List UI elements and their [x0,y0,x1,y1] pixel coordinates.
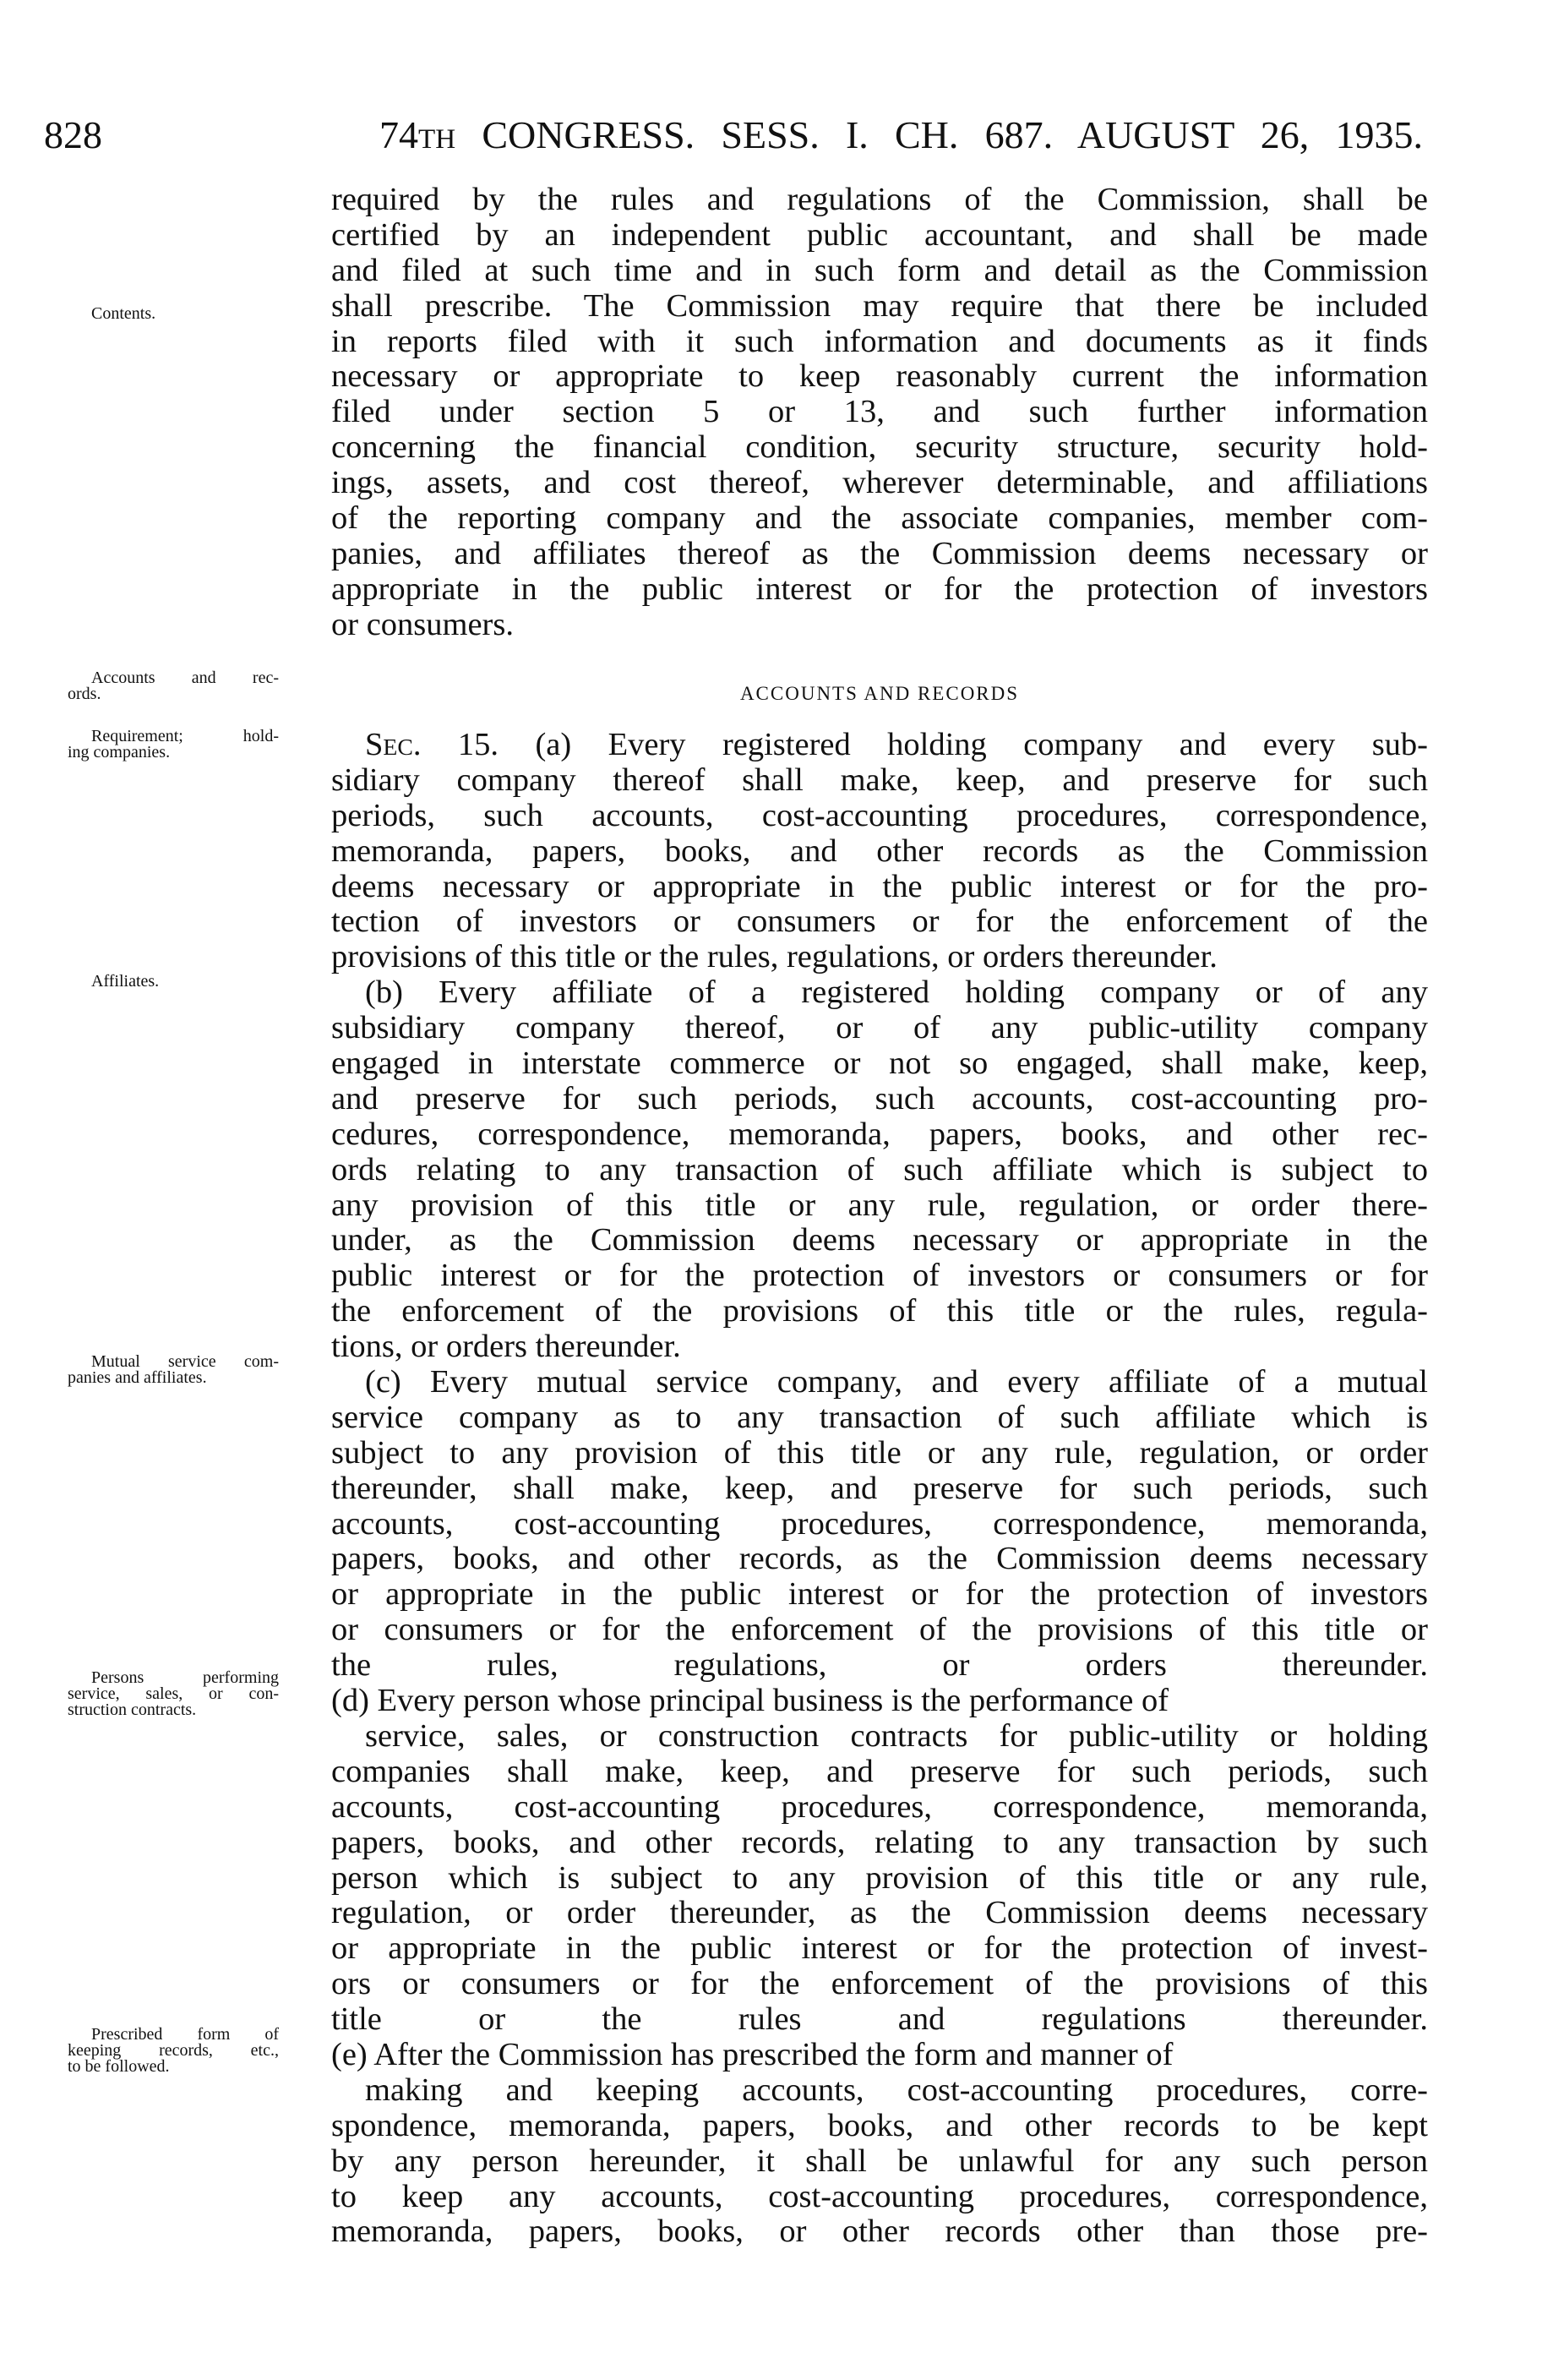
margin-note [68,670,279,702]
text-line: the enforcement of the provisions of this title or the rules, regula- [331,1293,1428,1329]
text-line: appropriate in the public interest or for the protection of investors [331,570,1428,607]
margin-note [68,729,279,761]
text-line: or appropriate in the public interest or for the protection of investors [331,1576,1428,1613]
text-line: subject to any provision of this title or any rule, regulation, or order [331,1434,1428,1471]
margin-note-line: panies and affiliates. [68,1368,207,1387]
margin-note-line: ords. [68,685,101,703]
section-15-text [331,728,1428,2250]
text-line: tection of investors or consumers or for the enforcement of the [331,903,1428,940]
body-text-continued [331,183,1428,643]
text-line: memoranda, papers, books, or other records other than those pre- [331,2214,1428,2250]
margin-note [68,1354,279,1386]
text-line: any provision of this title or any rule, regulation, or order there- [331,1187,1428,1223]
margin-note-line: Accounts and rec- [91,669,279,687]
text-line: spondence, memoranda, papers, books, and other records to be kept [331,2107,1428,2143]
margin-note-line: Persons performing [91,1668,279,1687]
running-head [379,112,1423,163]
margin-note-line: service, sales, or con- [68,1684,279,1703]
text-line: engaged in interstate commerce or not so engaged, shall make, keep, [331,1045,1428,1082]
text-line: cedures, correspondence, memoranda, papers, books, and other rec- [331,1116,1428,1152]
text-line: ings, assets, and cost thereof, wherever determinable, and affiliations [331,465,1428,501]
margin-note-line: Contents. [91,304,156,323]
text-line: (b) Every affiliate of a registered holding company or of any [365,974,1428,1011]
text-line: papers, books, and other records, as the Commission deems necessary [331,1541,1428,1577]
margin-note-line: Affiliates. [91,972,160,991]
margin-note [68,2027,279,2075]
margin-note-line: to be followed. [68,2057,170,2076]
margin-note-line: struction contracts. [68,1700,197,1719]
text-line: service company as to any transaction of such affiliate which is [331,1399,1428,1435]
section-15-first-line [331,728,1428,763]
text-line: concerning the financial condition, security structure, security hold- [331,429,1428,466]
text-line: necessary or appropriate to keep reasonably current the information [331,358,1428,395]
text-line: the rules, regulations, or orders thereunder. [331,1647,1428,1684]
running-head-text: CONGRESS. SESS. I. CH. 687. AUGUST 26, 1935. [455,113,1423,156]
text-line: panies, and affiliates thereof as the Commission deems necessary or [331,535,1428,571]
sec-label-s: S [365,727,384,762]
margin-note-line: keeping records, etc., [68,2041,279,2060]
text-line: or consumers or for the enforcement of the provisions of this title or [331,1612,1428,1648]
text-line: thereunder, shall make, keep, and preserve for such periods, such [331,1470,1428,1506]
text-line: service, sales, or construction contracts for public-utility or holding [365,1717,1428,1754]
text-line: ors or consumers or for the enforcement of the provisions of this [331,1966,1428,2002]
margin-note [68,974,279,990]
text-line: ords relating to any transaction of such affiliate which is subject to [331,1151,1428,1187]
text-line: accounts, cost-accounting procedures, correspondence, memoranda, [331,1505,1428,1542]
text-line: or appropriate in the public interest or for the protection of invest- [331,1930,1428,1967]
text-line: and filed at such time and in such form and detail as the Commission [331,252,1428,288]
text-line: periods, such accounts, cost-accounting procedures, correspondence, [331,797,1428,833]
text-line: tions, or orders thereunder. [331,1329,681,1365]
text-line: provisions of this title or the rules, regulations, or orders thereunder. [331,939,1218,975]
text-line: of the reporting company and the associate companies, member com- [331,500,1428,537]
text-line: (d) Every person whose principal business is the performance of [331,1683,1169,1719]
text-line: accounts, cost-accounting procedures, correspondence, memoranda, [331,1788,1428,1825]
margin-note-line: ing companies. [68,743,171,761]
text-line: sidiary company thereof shall make, keep, and preserve for such [331,761,1428,798]
text-line: papers, books, and other records, relating to any transaction by such [331,1824,1428,1860]
text-line: regulation, or order thereunder, as the Commission deems necessary [331,1895,1428,1931]
running-head-number: 74 [379,113,418,156]
page-number: 828 [44,113,102,156]
text-line: (c) Every mutual service company, and every affiliate of a mutual [365,1364,1428,1400]
sec-first-line-text: . 15. (a) Every registered holding company and every sub- [412,727,1428,762]
running-head-ordinal: TH [418,123,456,155]
text-line: making and keeping accounts, cost-accounting procedures, corre- [365,2072,1428,2108]
margin-note [68,306,279,322]
margin-note-line: Prescribed form of [91,2025,279,2044]
sec-label-ec: EC [383,734,413,760]
text-line: shall prescribe. The Commission may require that there be included [331,287,1428,324]
text-line: (e) After the Commission has prescribed the form and manner of [331,2036,1174,2072]
text-line: companies shall make, keep, and preserve for such periods, such [331,1753,1428,1789]
text-line: filed under section 5 or 13, and such further information [331,394,1428,430]
text-line: in reports filed with it such information and documents as it finds [331,323,1428,359]
margin-note [68,1670,279,1718]
text-line: by any person hereunder, it shall be unlawful for any such person [331,2143,1428,2179]
text-line: title or the rules and regulations thereunder. [331,2001,1428,2038]
margin-note-line: Mutual service com- [91,1352,279,1371]
text-line: certified by an independent public accountant, and shall be made [331,216,1428,253]
text-line: memoranda, papers, books, and other records as the Commission [331,832,1428,869]
text-line: under, as the Commission deems necessary or appropriate in the [331,1222,1428,1258]
text-line: to keep any accounts, cost-accounting procedures, correspondence, [331,2178,1428,2214]
text-line: or consumers. [331,606,514,642]
text-line: person which is subject to any provision of this title or any rule, [331,1859,1428,1896]
section-heading: ACCOUNTS AND RECORDS [739,683,1020,704]
text-line: required by the rules and regulations of the Commission, shall be [331,182,1428,217]
text-line: public interest or for the protection of investors or consumers or for [331,1258,1428,1294]
text-line: and preserve for such periods, such accounts, cost-accounting pro- [331,1080,1428,1116]
margin-note-line: Requirement; hold- [91,727,279,745]
text-line: subsidiary company thereof, or of any public-utility company [331,1010,1428,1046]
text-line: deems necessary or appropriate in the public interest or for the pro- [331,868,1428,904]
